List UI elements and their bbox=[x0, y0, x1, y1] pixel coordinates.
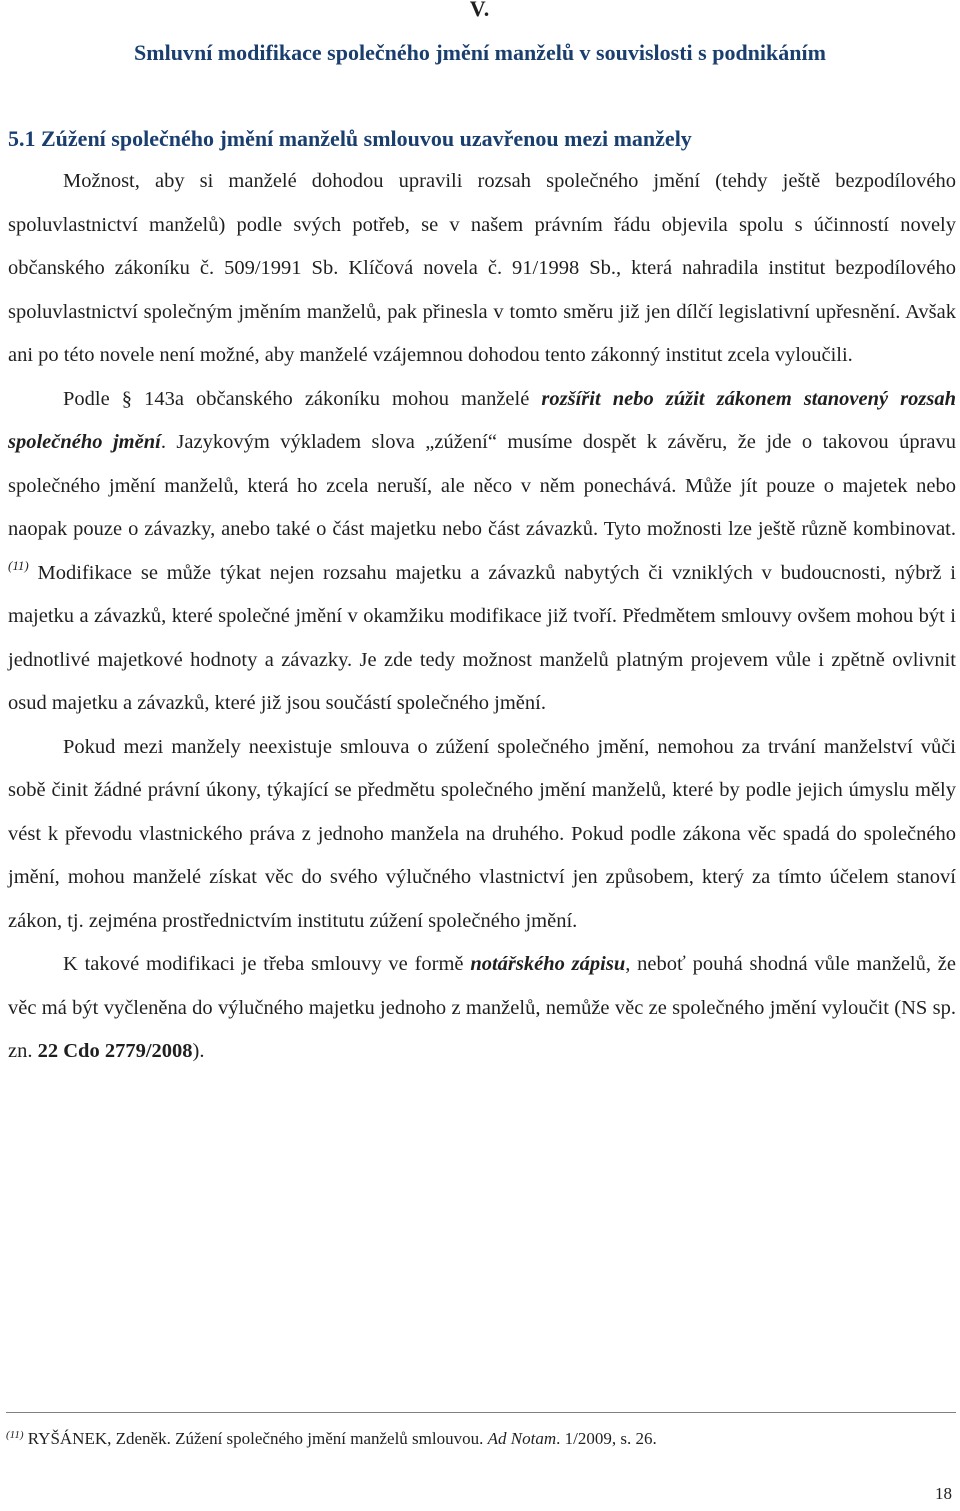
emphasis-notarsky-zapis: notářského zápisu bbox=[470, 953, 626, 975]
case-reference: 22 Cdo 2779/2008 bbox=[37, 1040, 193, 1062]
paragraph-4-text-b: , neboť pouhá shodná vůle manželů, že věc má být vyčleněna do výlučného majetku jednoho z manželů, nemůže věc ze společného jmění vyloučit (NS sp. zn. bbox=[8, 953, 956, 1062]
footnote bbox=[6, 1428, 954, 1450]
footnote-mark: (11) bbox=[6, 1429, 24, 1441]
paragraph-4 bbox=[8, 943, 956, 1074]
section-heading: 5.1 Zúžení společného jmění manželů smlouvou uzavřenou mezi manžely bbox=[8, 126, 692, 151]
page-number: 18 bbox=[935, 1484, 952, 1503]
footnote-text-b: . 1/2009, s. 26. bbox=[556, 1429, 657, 1448]
emphasis-rozsirit-zuzit: rozšířit nebo zúžit zákonem stanovený rozsah společného jmění bbox=[8, 387, 957, 453]
paragraph-2-text-c: Modifikace se může týkat nejen rozsahu majetku a závazků nabytých či vzniklých v budoucnosti, nýbrž i majetku a závazků, které společné jmění v okamžiku modifikace již tvoří. Předmětem smlouvy ovšem mohou být i jednotlivé majetkové hodnoty a závazky. Je zde tedy možnost manželů platným projevem vůle i zpětně ovlivnit osud majetku a závazků, které již jsou součástí společného jmění. bbox=[8, 561, 956, 714]
paragraph-4-text-c: ). bbox=[192, 1040, 205, 1062]
paragraph-2 bbox=[8, 378, 956, 726]
paragraph-4-text-a: K takové modifikaci je třeba smlouvy ve formě bbox=[63, 953, 471, 975]
chapter-title: Smluvní modifikace společného jmění manželů v souvislosti s podnikáním bbox=[134, 40, 826, 65]
chapter-number: V. bbox=[469, 0, 491, 21]
paragraph-1: Možnost, aby si manželé dohodou upravili rozsah společného jmění (tehdy ještě bezpodílového spoluvlastnictví manželů) podle svých potřeb, se v našem právním řádu objevila spolu s účinností novely občanského zákoníku č. 509/1991 Sb. Klíčová novela č. 91/1998 Sb., která nahradila institut bezpodílového spoluvlastnictví společným jměním manželů, pak přinesla v tomto směru již jen dílčí legislativní upřesnění. Avšak ani po této novele není možné, aby manželé vzájemnou dohodou tento zákonný institut zcela vyloučili. bbox=[8, 170, 956, 366]
paragraph-2-text-a: Podle § 143a občanského zákoníku mohou manželé bbox=[63, 387, 542, 410]
footnote-text-a: RYŠÁNEK, Zdeněk. Zúžení společného jmění manželů smlouvou. bbox=[23, 1429, 488, 1448]
footnote-reference[interactable]: (11) bbox=[8, 557, 29, 573]
footnote-divider bbox=[6, 1412, 956, 1413]
footnote-journal: Ad Notam bbox=[487, 1429, 557, 1448]
paragraph-3: Pokud mezi manžely neexistuje smlouva o zúžení společného jmění, nemohou za trvání manželství vůči sobě činit žádné právní úkony, týkající se předmětu společného jmění manželů, které by podle jejich úmyslu měly vést k převodu vlastnického práva z jednoho manžela na druhého. Pokud podle zákona věc spadá do společného jmění, mohou manželé získat věc do svého výlučného vlastnictví jen způsobem, který za tímto účelem stanoví zákon, tj. zejména prostřednictvím institutu zúžení společného jmění. bbox=[8, 735, 956, 932]
body-text bbox=[8, 160, 956, 1074]
paragraph-2-text-b: . Jazykovým výkladem slova „zúžení“ musíme dospět k závěru, že jde o takovou úpravu společného jmění manželů, která ho zcela neruší, ale něco v něm ponechává. Může jít pouze o majetek nebo naopak pouze o závazky, anebo také o část majetku nebo část závazků. Tyto možnosti lze ještě různě kombinovat. bbox=[8, 431, 956, 540]
